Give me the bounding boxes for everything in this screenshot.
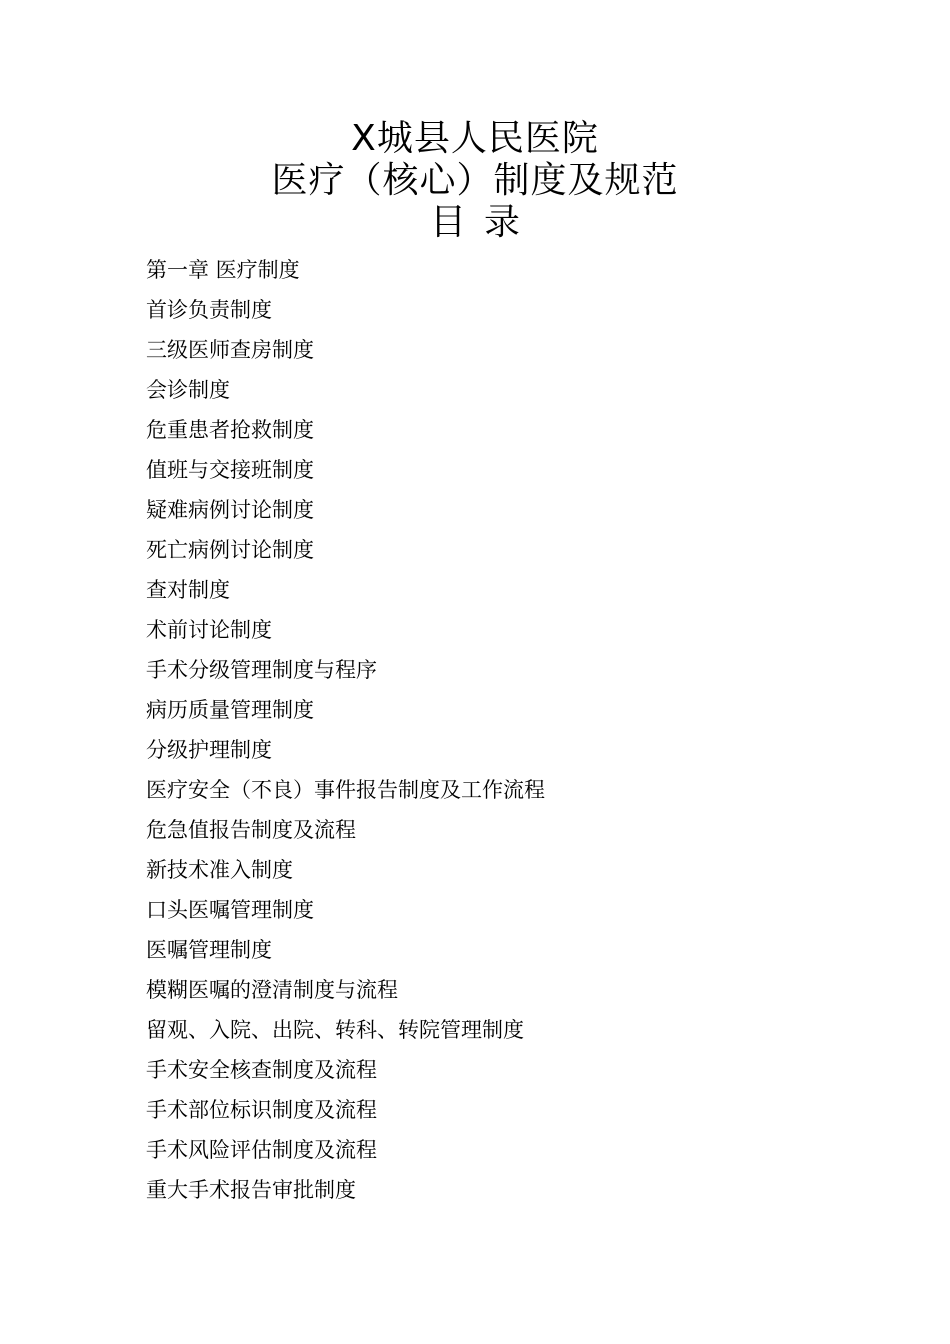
toc-item: 疑难病例讨论制度	[146, 498, 314, 522]
toc-item: 模糊医嘱的澄清制度与流程	[146, 978, 398, 1002]
toc-item: 新技术准入制度	[146, 858, 293, 882]
table-of-contents-heading: 目录	[429, 202, 538, 243]
toc-item: 医嘱管理制度	[146, 938, 272, 962]
toc-item: 会诊制度	[146, 378, 230, 402]
toc-item: 病历质量管理制度	[146, 698, 314, 722]
toc-item: 手术安全核查制度及流程	[146, 1058, 377, 1082]
toc-item: 分级护理制度	[146, 738, 272, 762]
toc-item: 手术风险评估制度及流程	[146, 1138, 377, 1162]
document-title	[0, 118, 950, 244]
toc-item: 死亡病例讨论制度	[146, 538, 314, 562]
toc-item: 术前讨论制度	[146, 618, 272, 642]
toc-item: 首诊负责制度	[146, 298, 272, 322]
toc-item: 口头医嘱管理制度	[146, 898, 314, 922]
toc-item: 留观、入院、出院、转科、转院管理制度	[146, 1018, 524, 1042]
toc-item: 值班与交接班制度	[146, 458, 314, 482]
toc-item: 手术部位标识制度及流程	[146, 1098, 377, 1122]
toc-item: 重大手术报告审批制度	[146, 1178, 356, 1202]
table-of-contents-list	[146, 252, 545, 1212]
toc-item: 危急值报告制度及流程	[146, 818, 356, 842]
toc-chapter-heading: 第一章 医疗制度	[146, 258, 300, 282]
toc-item: 手术分级管理制度与程序	[146, 658, 377, 682]
toc-item: 危重患者抢救制度	[146, 418, 314, 442]
toc-item: 三级医师查房制度	[146, 338, 314, 362]
document-subtitle-heading: 医疗（核心）制度及规范	[271, 160, 679, 201]
toc-item: 查对制度	[146, 578, 230, 602]
hospital-name-heading: X城县人民医院	[351, 118, 599, 159]
toc-item: 医疗安全（不良）事件报告制度及工作流程	[146, 778, 545, 802]
